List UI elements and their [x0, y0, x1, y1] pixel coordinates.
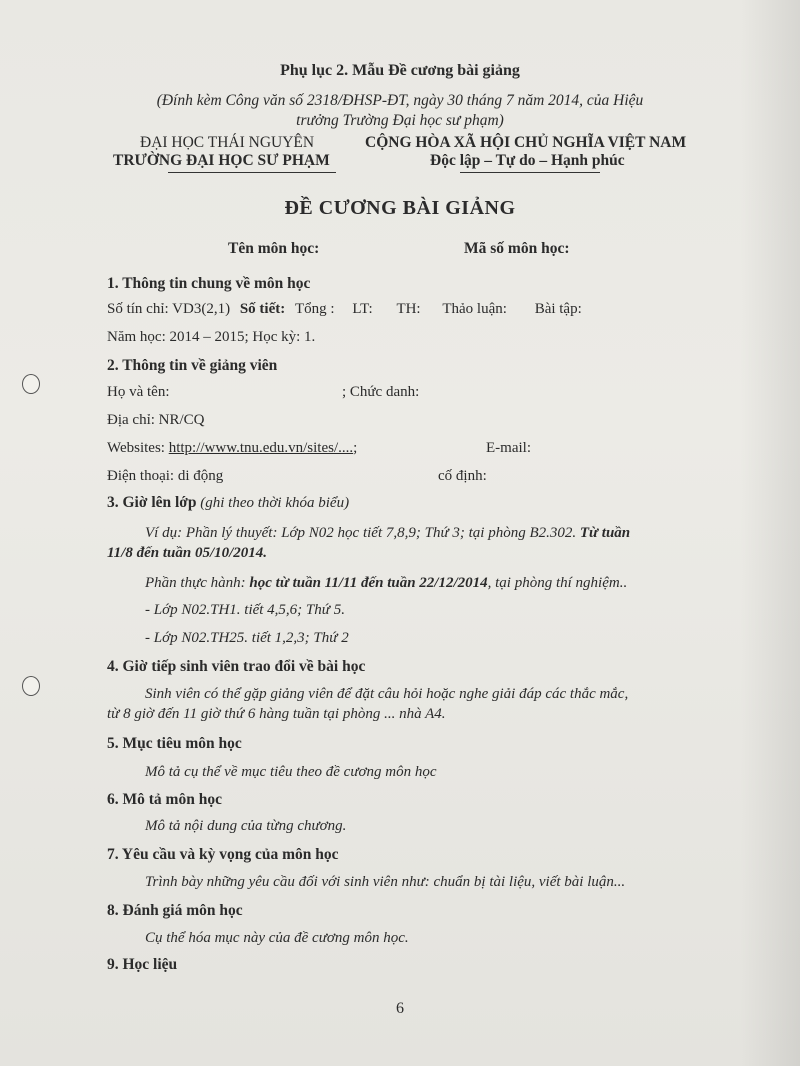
exercise-label: Bài tập:: [534, 301, 582, 317]
total-label: Tổng :: [294, 301, 335, 317]
section4-line2: từ 8 giờ đến 11 giờ thứ 6 hàng tuần tại phòng ... nhà A4.: [107, 706, 446, 722]
course-name-label: Tên môn học:: [228, 240, 320, 257]
lecturer-name-label: Họ và tên:: [107, 384, 170, 400]
example-line2: 11/8 đến tuần 05/10/2014.: [107, 545, 268, 561]
example-prefix: Ví dụ: Phần lý thuyết: Lớp N02 học tiết 7,8,9; Thứ 3; tại phòng B2.302.: [145, 525, 577, 541]
section5-heading: 5. Mục tiêu môn học: [107, 735, 242, 752]
websites-link[interactable]: http://www.tnu.edu.vn/sites/....: [168, 440, 354, 456]
section6-body: Mô tả nội dung của từng chương.: [145, 818, 347, 834]
right-motto-underline: [460, 172, 600, 173]
th-label: TH:: [396, 301, 421, 317]
credits-value: VD3(2,1): [172, 301, 231, 317]
mobile-label: Điện thoại: di động: [107, 468, 224, 484]
section9-heading: 9. Học liệu: [107, 956, 178, 973]
section1-heading: 1. Thông tin chung về môn học: [107, 275, 311, 292]
right-motto-line2: Độc lập – Tự do – Hạnh phúc: [430, 152, 625, 169]
punch-hole-icon: [22, 374, 40, 394]
lecturer-title-label: ; Chức danh:: [342, 384, 420, 400]
attachment-note-line1: (Đính kèm Công văn số 2318/ĐHSP-ĐT, ngày 30 tháng 7 năm 2014, của Hiệu: [156, 92, 644, 109]
attachment-note-line2: trưởng Trường Đại học sư phạm): [296, 112, 504, 129]
websites-suffix: ;: [353, 440, 358, 456]
class2-line: - Lớp N02.TH25. tiết 1,2,3; Thứ 2: [145, 630, 349, 646]
page-number: 6: [396, 1000, 404, 1017]
section4-heading: 4. Giờ tiếp sinh viên trao đổi về bài học: [107, 658, 366, 675]
year-term-line: Năm học: 2014 – 2015; Học kỳ: 1.: [107, 329, 316, 345]
websites-label: Websites:: [107, 440, 165, 456]
section2-heading: 2. Thông tin về giảng viên: [107, 357, 278, 374]
section7-heading: 7. Yêu cầu và kỳ vọng của môn học: [107, 846, 339, 863]
credits-label: Số tín chỉ:: [107, 301, 169, 317]
credits-line: [107, 301, 582, 318]
example-line1: [145, 525, 630, 542]
class1-line: - Lớp N02.TH1. tiết 4,5,6; Thứ 5.: [145, 602, 345, 618]
email-label: E-mail:: [486, 440, 531, 456]
section3-heading: 3. Giờ lên lớp: [107, 494, 197, 511]
practice-bold: học từ tuần 11/11 đến tuần 22/12/2014: [249, 575, 488, 591]
course-code-label: Mã số môn học:: [464, 240, 570, 257]
periods-label: Số tiết:: [239, 301, 286, 317]
left-org-line2: TRƯỜNG ĐẠI HỌC SƯ PHẠM: [113, 152, 330, 169]
discussion-label: Thảo luận:: [442, 301, 507, 317]
section4-line1: Sinh viên có thể gặp giảng viên để đặt câu hỏi hoặc nghe giải đáp các thắc mắc,: [145, 686, 629, 702]
lt-label: LT:: [352, 301, 373, 317]
section6-heading: 6. Mô tả môn học: [107, 791, 222, 808]
practice-suffix: , tại phòng thí nghiệm..: [487, 575, 628, 591]
landline-label: cố định:: [438, 468, 487, 484]
section3-heading-line: [107, 494, 349, 512]
punch-hole-icon: [22, 676, 40, 696]
example-bold1: Từ tuần: [579, 525, 631, 541]
websites-line: [107, 440, 357, 457]
practice-prefix: Phần thực hành:: [145, 575, 246, 591]
appendix-title: Phụ lục 2. Mẫu Đề cương bài giảng: [280, 62, 520, 79]
page-shadow: [740, 0, 800, 1066]
practice-line: [145, 575, 627, 592]
section8-body: Cụ thể hóa mục này của đề cương môn học.: [145, 930, 409, 946]
left-org-underline: [168, 172, 336, 173]
section8-heading: 8. Đánh giá môn học: [107, 902, 243, 919]
section5-body: Mô tả cụ thể về mục tiêu theo đề cương môn học: [145, 764, 437, 780]
left-org-line1: ĐẠI HỌC THÁI NGUYÊN: [140, 134, 315, 151]
address-line: Địa chỉ: NR/CQ: [107, 412, 205, 428]
section3-heading-note: (ghi theo thời khóa biểu): [200, 495, 350, 511]
document-title: ĐỀ CƯƠNG BÀI GIẢNG: [284, 197, 516, 219]
right-motto-line1: CỘNG HÒA XÃ HỘI CHỦ NGHĨA VIỆT NAM: [365, 134, 687, 151]
section7-body: Trình bày những yêu cầu đối với sinh viên như: chuẩn bị tài liệu, viết bài luận...: [145, 874, 626, 890]
